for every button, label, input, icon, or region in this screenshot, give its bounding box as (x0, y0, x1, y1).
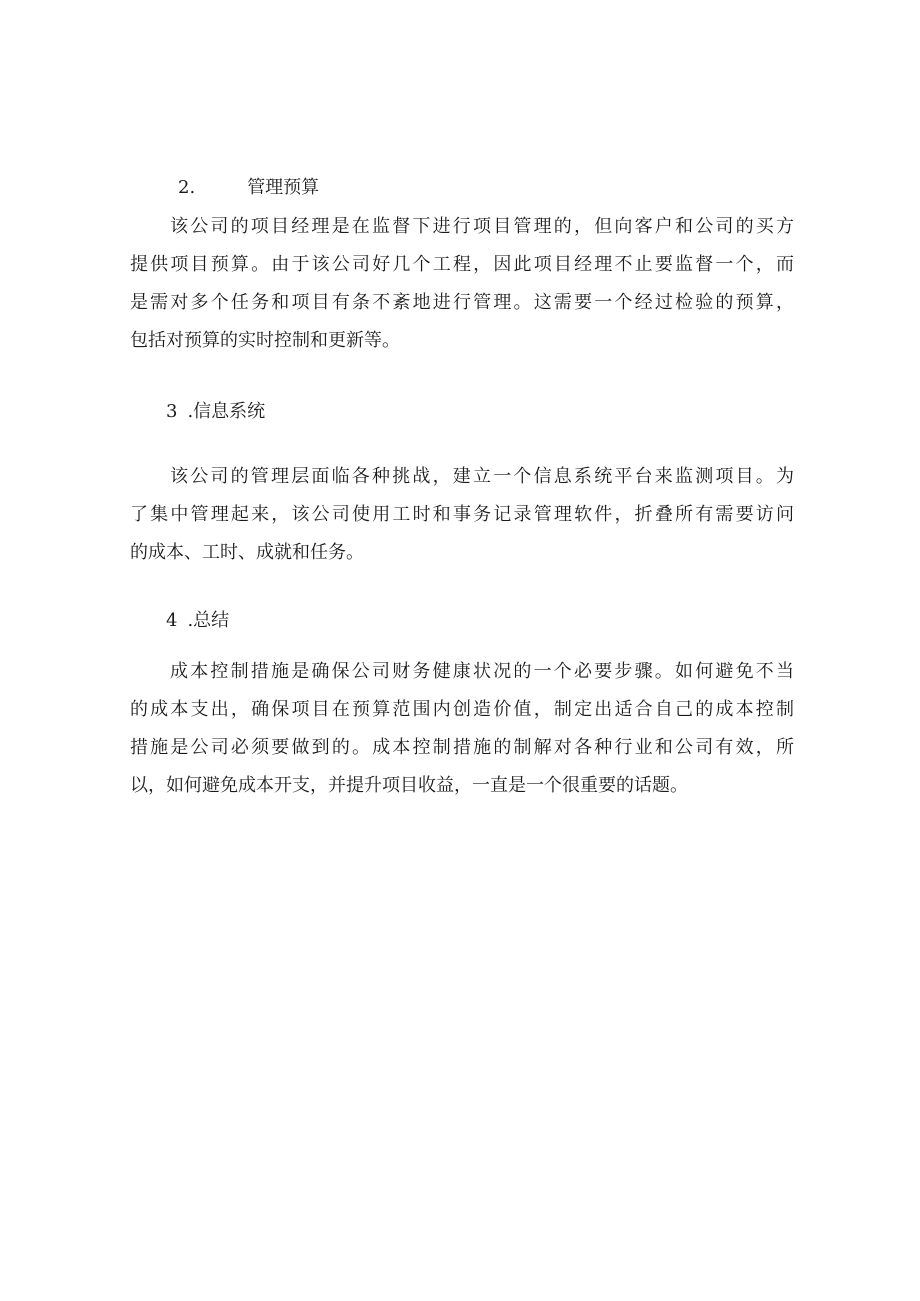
paragraph-line: 提供项目预算。由于该公司好几个工程，因此项目经理不止要监督一个，而 (130, 254, 794, 275)
paragraph-line: 的成本支出，确保项目在预算范围内创造价值，制定出适合自己的成本控制 (130, 699, 794, 720)
paragraph-line: 是需对多个任务和项目有条不紊地进行管理。这需要一个经过检验的预算， (130, 292, 794, 313)
paragraph-line: 该公司的项目经理是在监督下进行项目管理的，但向客户和公司的买方 (170, 216, 794, 237)
section-number: 4 (166, 610, 178, 631)
paragraph-line: 该公司的管理层面临各种挑战，建立一个信息系统平台来监测项目。为 (170, 466, 794, 487)
paragraph-line: 包括对预算的实时控制和更新等。 (130, 330, 400, 351)
section-title: .信息系统 (187, 401, 266, 422)
paragraph-line: 成本控制措施是确保公司财务健康状况的一个必要步骤。如何避免不当 (170, 661, 794, 682)
paragraph-line: 措施是公司必须要做到的。成本控制措施的制解对各种行业和公司有效，所 (130, 737, 794, 758)
paragraph-line: 以，如何避免成本开支，并提升项目收益，一直是一个很重要的话题。 (130, 775, 688, 796)
section-number: 2. (178, 177, 196, 198)
section-title: 管理预算 (247, 177, 320, 198)
paragraph-line: 了集中管理起来，该公司使用工时和事务记录管理软件，折叠所有需要访问 (130, 504, 794, 525)
section-paragraph-info-system (130, 458, 794, 572)
section-title: .总结 (187, 610, 230, 631)
section-paragraph-budget (130, 208, 794, 360)
paragraph-line: 的成本、工时、成就和任务。 (130, 542, 364, 563)
section-heading-summary (166, 609, 229, 633)
section-heading-budget (178, 176, 319, 200)
section-heading-info-system (166, 400, 265, 424)
section-paragraph-summary (130, 653, 794, 805)
section-number: 3 (166, 401, 178, 422)
